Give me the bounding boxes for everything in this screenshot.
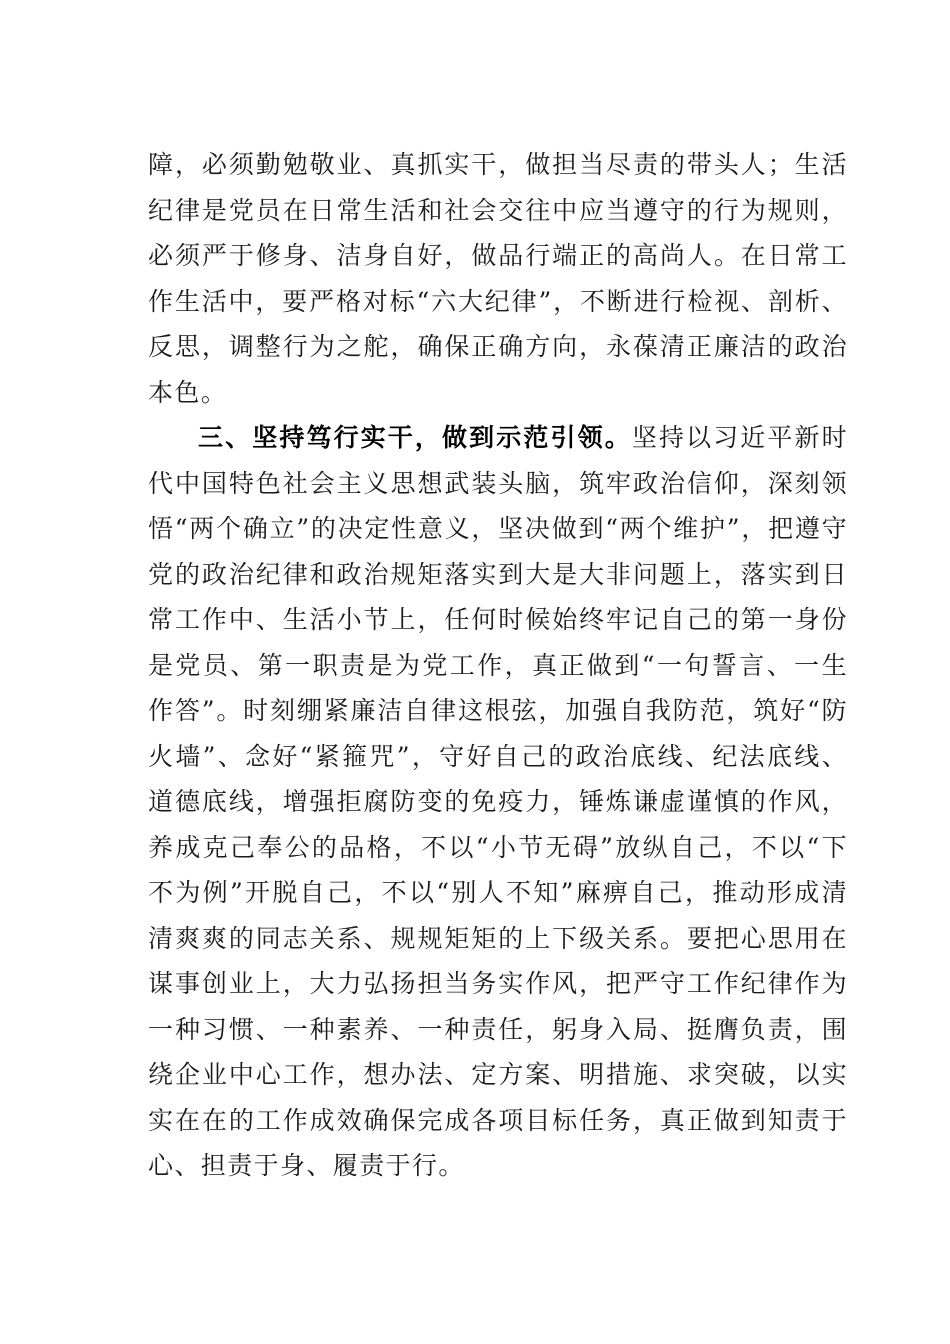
paragraph-continuation xyxy=(148,142,848,415)
paragraph-text: 坚持以习近平新时代中国特色社会主义思想武装头脑，筑牢政治信仰，深刻领悟“两个确立”的决定性意义，坚决做到“两个维护”，把遵守党的政治纪律和政治规矩落实到大是大非问题上，落实到日常工作中、生活小节上，任何时候始终牢记自己的第一身份是党员、第一职责是为党工作，真正做到“一句誓言、一生作答”。时刻绷紧廉洁自律这根弦，加强自我防范，筑好“防火墙”、念好“紧箍咒”，守好自己的政治底线、纪法底线、道德底线，增强拒腐防变的免疫力，锤炼谦虚谨慎的作风，养成克己奉公的品格，不以“小节无碍”放纵自己，不以“下不为例”开脱自己，不以“别人不知”麻痹自己，推动形成清清爽爽的同志关系、规规矩矩的上下级关系。要把心思用在谋事创业上，大力弘扬担当务实作风，把严守工作纪律作为一种习惯、一种素养、一种责任，躬身入局、挺膺负责，围绕企业中心工作，想办法、定方案、明措施、求突破，以实实在在的工作成效确保完成各项目标任务，真正做到知责于心、担责于身、履责于行。 xyxy=(148,423,849,1180)
paragraph-section-three xyxy=(148,415,848,1189)
section-heading: 三、坚持笃行实干，做到示范引领。 xyxy=(198,423,632,452)
document-body xyxy=(148,142,848,1189)
paragraph-text: 障，必须勤勉敬业、真抓实干，做担当尽责的带头人；生活纪律是党员在日常生活和社会交往中应当遵守的行为规则，必须严于修身、洁身自好，做品行端正的高尚人。在日常工作生活中，要严格对标“六大纪律”，不断进行检视、剖析、反思，调整行为之舵，确保正确方向，永葆清正廉洁的政治本色。 xyxy=(148,150,848,407)
